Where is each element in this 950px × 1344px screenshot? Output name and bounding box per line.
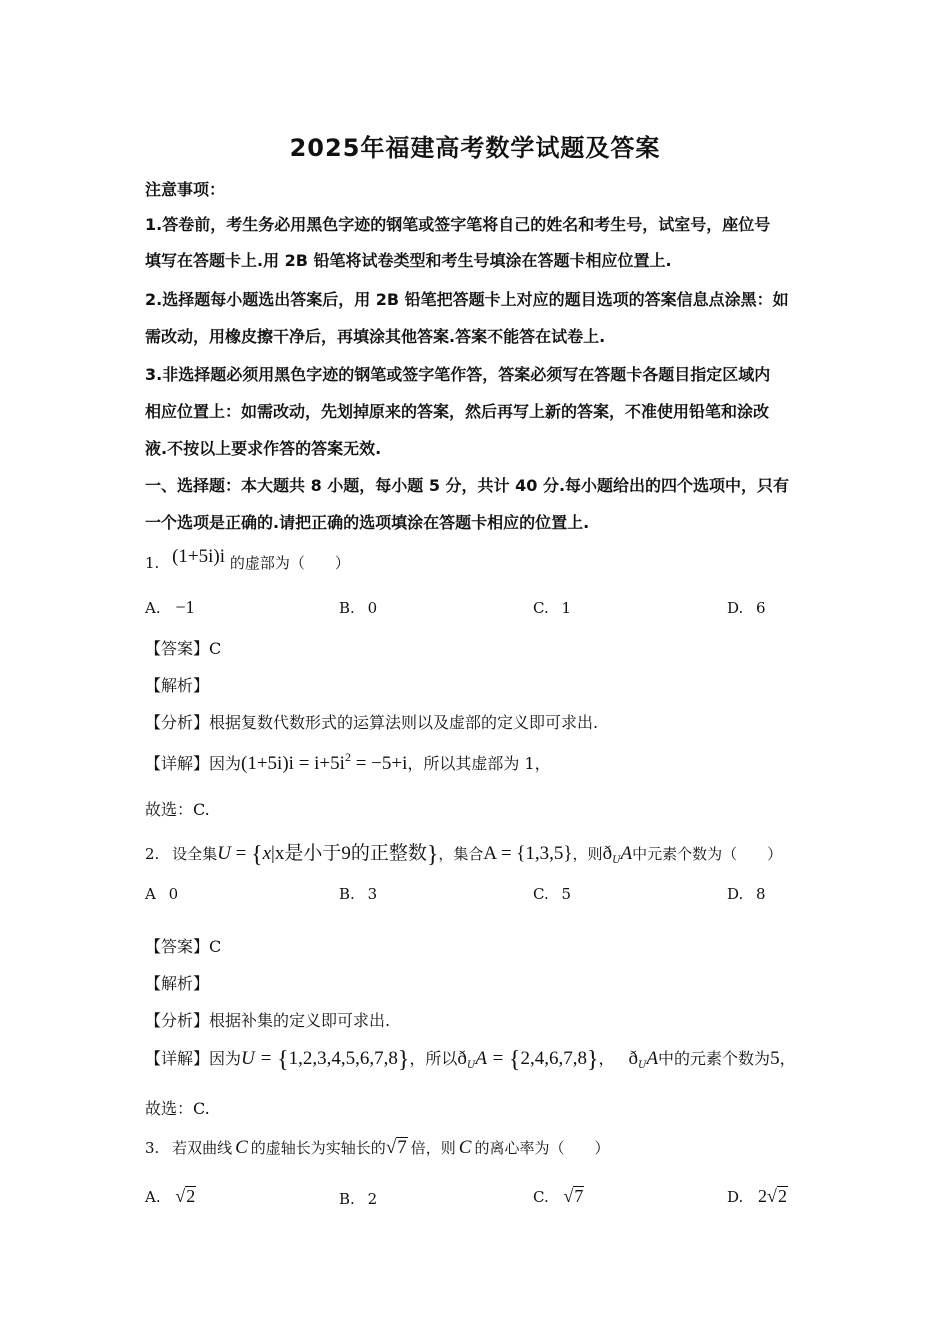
question-2-option-d: D. 8 [727,885,766,903]
notice-item-2-line-1: 2.选择题每小题选出答案后，用 2B 铅笔把答题卡上对应的题目选项的答案信息点涂黑：如 [145,290,789,309]
question-2-analysis-heading: 【解析】 [145,974,210,993]
question-2-detail: 【详解】因为U = {1,2,3,4,5,6,7,8}，所以$ð_UA = \{2,4,6,7,8\}$， $ð_UA$中的元素个数为5， [145,1047,796,1073]
question-2-option-b: B. 3 [339,885,378,903]
question-1-analysis: 【分析】根据复数代数形式的运算法则以及虚部的定义即可求出. [145,713,599,732]
question-1-analysis-heading: 【解析】 [145,676,210,695]
question-3-option-b: B. 2 [339,1190,378,1208]
question-2-option-a: A 0 [145,885,179,903]
question-3-option-c: C. √7 [533,1186,584,1206]
question-1-detail: 【详解】因为$(1+5i)i = i+5i^2 = -5+i$，所以其虚部为 1， [145,750,551,774]
section-1-line-1: 一、选择题：本大题共 8 小题，每小题 5 分，共计 40 分.每小题给出的四个选项中，只有 [145,476,790,495]
question-2-conclusion: 故选：C. [145,1099,210,1118]
question-1-option-d: D. 6 [727,599,766,617]
question-1-answer: 【答案】C [145,639,222,658]
notice-heading: 注意事项： [145,180,226,199]
section-1-line-2: 一个选项是正确的.请把正确的选项填涂在答题卡相应的位置上. [145,513,590,532]
question-2-option-c: C. 5 [533,885,572,903]
question-1-option-a: A. −1 [145,597,195,617]
notice-item-1-line-1: 1.答卷前，考生务必用黑色字迹的钢笔或签字笔将自己的姓名和考生号，试室号，座位号 [145,215,771,234]
question-1-stem: 的虚部为（ ） [229,554,350,572]
question-1-option-b: B. 0 [339,599,378,617]
question-3-option-a: A. √2 [145,1186,196,1206]
page-title: 2025年福建高考数学试题及答案 [289,134,661,162]
notice-item-2-line-2: 需改动，用橡皮擦干净后，再填涂其他答案.答案不能答在试卷上. [145,327,606,346]
question-1-conclusion: 故选：C. [145,800,210,819]
question-3-option-d: D. 2√2 [727,1186,787,1206]
question-2-analysis: 【分析】根据补集的定义即可求出. [145,1011,391,1030]
question-2-answer: 【答案】C [145,937,222,956]
question-1 [145,546,350,574]
question-1-number: 1. [145,554,160,572]
notice-item-1-line-2: 填写在答题卡上.用 2B 铅笔将试卷类型和考生号填涂在答题卡相应位置上. [145,251,672,270]
sqrt-7: √7 [385,1137,407,1158]
notice-item-3-line-2: 相应位置上：如需改动，先划掉原来的答案，然后再写上新的答案，不准使用铅笔和涂改 [145,402,770,421]
question-2: 2. 设全集U = {x|x是小于9的正整数}，集合A = {1,3,5}，则$ð_UA$中元素个数为（ ） [145,842,783,868]
notice-item-3-line-1: 3.非选择题必须用黑色字迹的钢笔或签字笔作答，答案必须写在答题卡各题目指定区域内 [145,365,771,384]
notice-item-3-line-3: 液.不按以上要求作答的答案无效. [145,439,382,458]
question-3: 3. 若双曲线 C 的虚轴长为实轴长的√7 倍，则 C 的离心率为（ ） [145,1137,610,1158]
question-1-option-c: C. 1 [533,599,572,617]
question-1-expression: (1+5i)i [172,546,226,567]
